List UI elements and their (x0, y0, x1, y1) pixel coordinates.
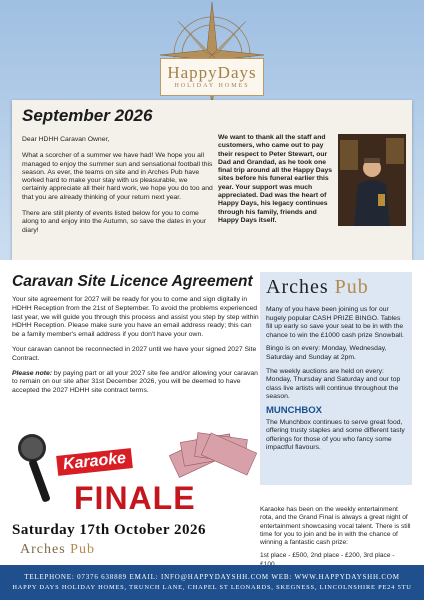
tribute-text: We want to thank all the staff and customers, who came out to pay their respect to Peter Stewart, our Dad and Grandad, as he took one final trip around all the Happy Days sites before his funeral earlier this year. Your support was much appreciated. Dad was the heart of Happy Days, his legacy continues through his family, friends and Happy Days itself. (218, 134, 333, 224)
note-label: Please note: (12, 369, 53, 377)
newsletter-panel (12, 100, 412, 260)
intro-paragraph: What a scorcher of a summer we have had! We hope you all managed to enjoy the summer sun and sensational football this season. As ever, the teams on site and in Arches Pub have worked hard to make your stay with us pleasurable, we certainly appreciate all their hard work, we hope you do too and that you are already thinking of your return next year. (22, 152, 213, 201)
newsletter-title: September 2026 (22, 106, 153, 125)
logo-main-text: HappyDays (167, 63, 257, 82)
pub-text (266, 306, 406, 458)
licence-title: Caravan Site Licence Agreement (12, 273, 253, 290)
karaoke-prizes: 1st place - £500, 2nd place - £200, 3rd place - (260, 552, 395, 560)
karaoke-label: Karaoke (56, 448, 133, 476)
karaoke-poster (12, 410, 260, 560)
venue-a: Arches (20, 542, 66, 557)
licence-note (12, 370, 260, 396)
auctions-text: The weekly auctions are held on every: Monday, Thursday and Saturday and our top class live artists will continue throughout the season. (266, 367, 401, 401)
bingo-days: Bingo is on every: Monday, Wednesday, Saturday and Sunday at 2pm. (266, 345, 387, 361)
munchbox-text: The Munchbox continues to serve great food, offering trusty staples and some different tasty offerings for those of you who fancy some impactful flavours. (266, 418, 405, 452)
pub-logo-b: Pub (334, 276, 369, 298)
banknotes-icon (162, 424, 260, 484)
footer-address: HAPPY DAYS HOLIDAY HOMES, TRUNCH LANE, CHAPEL ST LEONARDS, SKEGNESS, LINCOLNSHIRE PE24 5TU (12, 584, 412, 591)
finale-title: FINALE (74, 480, 196, 516)
pub-logo-a: Arches (266, 276, 329, 298)
karaoke-desc: Karaoke has been on the weekly entertainment rota, and the Grand Final is always a great night of entertainment showcasing vocal talent. There is still time for you to join and be in with the chance of winning a fantastic cash prize: (260, 506, 411, 547)
happy-days-logo (160, 58, 264, 96)
munchbox-heading: MUNCHBOX (266, 404, 322, 416)
bingo-text: Many of you have been joining us for our hugely popular CASH PRIZE BINGO. Tables fill up early so save your seat to be in with the chance to win the £1000 cash prize Snowball. (266, 306, 404, 339)
venue-b: Pub (70, 542, 95, 557)
footer-bar (0, 565, 424, 600)
licence-paragraph-1: Your site agreement for 2027 will be ready for you to come and sign digitally in HDHH Reception from the 21st of September. To avoid the problems experienced last year, we will guide you through this process and assist you step by step within HDHH Reception. Please make sure you have an email address ready; this can be a family member's email address if you don't have your own. (12, 296, 259, 339)
footer-contact: TELEPHONE: 07376 638889 EMAIL: INFO@HAPPYDAYSHH.COM WEB: WWW.HAPPYDAYSHH.COM (24, 573, 400, 581)
note-text: by paying part or all your 2027 site fee and/or allowing your caravan to remain on our site after 31st December 2026, you will be deemed to have accepted the 2027 HDHH site contract terms. (12, 369, 258, 395)
arches-pub-logo (266, 276, 369, 299)
arches-pub-panel (260, 272, 412, 485)
logo-sub-text: HOLIDAY HOMES (174, 83, 250, 89)
karaoke-description (260, 506, 412, 574)
licence-paragraph-2: Your caravan cannot be reconnected in 2027 until we have your signed 2027 Site Contract. (12, 345, 257, 362)
events-paragraph: There are still plenty of events listed below for you to come along to and enjoy into the Autumn, so save the dates in your diary! (22, 210, 207, 234)
greeting: Dear HDHH Caravan Owner, (22, 136, 110, 143)
licence-text (12, 296, 260, 402)
newsletter-intro (22, 136, 214, 243)
karaoke-date: Saturday 17th October 2026 (12, 522, 206, 538)
karaoke-venue-logo (20, 542, 95, 558)
tribute-photo (338, 134, 406, 226)
